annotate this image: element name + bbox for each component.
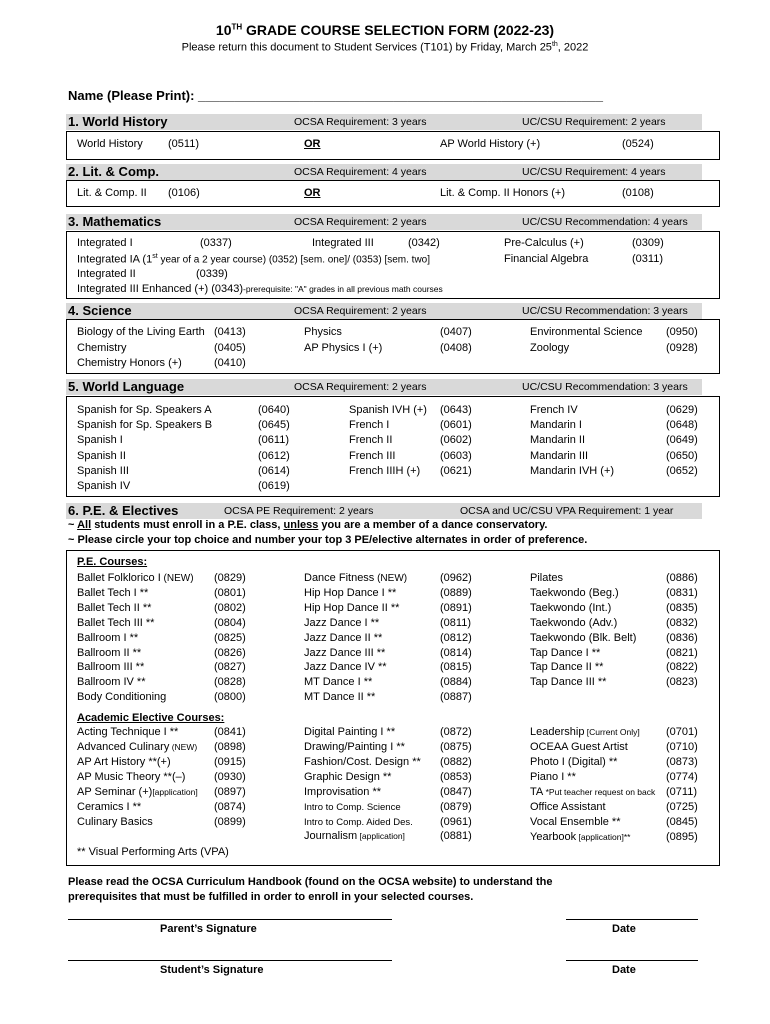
course-code: (0815) (440, 661, 472, 674)
course-code: (0652) (666, 464, 698, 477)
section-1-title: 1. World History (68, 114, 168, 129)
course-option[interactable]: Spanish IV (77, 480, 131, 492)
section-6-title: 6. P.E. & Electives (68, 503, 179, 518)
course-option[interactable]: Zoology (530, 341, 570, 354)
course-code: (0879) (440, 801, 472, 813)
course-option[interactable]: Lit. & Comp. II (77, 187, 147, 199)
course-option[interactable]: Mandarin III (530, 449, 589, 462)
course-option[interactable]: MT Dance I ** (304, 676, 373, 689)
course-code: (0886) (666, 572, 698, 584)
course-code: (0841) (214, 726, 246, 738)
course-option[interactable]: Integrated IA (1st year of a 2 year course) (0352) [sem. one]/ (0353) [sem. two] (77, 253, 431, 266)
course-option[interactable]: Body Conditioning (77, 691, 167, 704)
student-date-line[interactable] (566, 960, 698, 961)
course-option[interactable]: Jazz Dance II ** (304, 631, 383, 644)
course-code: (0611) (258, 434, 289, 447)
course-code: (0821) (666, 646, 698, 659)
section-3-ocsa-req: OCSA Requirement: 2 years (294, 216, 427, 228)
parent-date-label: Date (612, 923, 636, 935)
name-field[interactable]: Name (Please Print): ________________________________________________________ (68, 88, 603, 103)
parent-date-line[interactable] (566, 919, 698, 920)
course-option[interactable]: Integrated III Enhanced (+) (0343)-prerequisite: "A" grades in all previous math courses (77, 283, 443, 295)
course-option[interactable]: TA *Put teacher request on back (530, 786, 656, 798)
section-2-title: 2. Lit. & Comp. (68, 164, 159, 179)
course-code: (0339) (196, 268, 228, 280)
course-code: (0874) (214, 801, 246, 813)
course-code: (0802) (214, 601, 246, 614)
course-code: (0811) (440, 616, 471, 629)
course-code: (0897) (214, 786, 246, 798)
course-code: (0930) (214, 771, 246, 783)
course-code: (0725) (666, 801, 698, 813)
section-4-ocsa-req: OCSA Requirement: 2 years (294, 305, 427, 317)
course-option[interactable]: Spanish for Sp. Speakers B (77, 419, 213, 432)
course-code: (0800) (214, 691, 246, 704)
pe-instruction: ~ All students must enroll in a P.E. class, unless you are a member of a dance conservatory. (68, 519, 548, 531)
course-option[interactable]: Advanced Culinary (NEW) (77, 741, 198, 753)
course-option[interactable]: Taekwondo (Beg.) (530, 586, 619, 599)
course-code: (0511) (168, 138, 199, 150)
course-code: (0342) (408, 237, 440, 249)
course-code: (0875) (440, 741, 472, 753)
course-code: (0828) (214, 676, 246, 689)
course-code: (0827) (214, 661, 246, 674)
course-code: (0774) (666, 771, 698, 783)
course-option[interactable]: French IV (530, 404, 578, 416)
elective-instruction: ~ Please circle your top choice and number your top 3 PE/elective alternates in order of preference. (68, 534, 588, 546)
handbook-note-line1: Please read the OCSA Curriculum Handbook (found on the OCSA website) to understand the (68, 876, 553, 888)
course-code: (0648) (666, 419, 698, 432)
course-code: (0845) (666, 816, 698, 828)
section-5-uc-req: UC/CSU Recommendation: 3 years (522, 381, 688, 393)
course-code: (0891) (440, 601, 472, 614)
course-code: (0337) (200, 237, 232, 249)
course-code: (0801) (214, 586, 246, 599)
course-code: (0602) (440, 434, 472, 447)
pe-courses-heading: P.E. Courses: (77, 556, 148, 568)
course-option[interactable]: Digital Painting I ** (304, 726, 396, 738)
course-option[interactable]: Mandarin II (530, 434, 586, 447)
course-code: (0405) (214, 341, 246, 354)
course-code: (0311) (632, 253, 663, 265)
course-option[interactable]: Tap Dance II ** (530, 661, 604, 674)
course-option[interactable]: Integrated III (312, 237, 374, 249)
course-code: (0701) (666, 726, 698, 738)
course-option[interactable]: Lit. & Comp. II Honors (+) (440, 187, 566, 199)
course-code: (0961) (440, 816, 472, 828)
course-option[interactable]: Spanish I (77, 434, 123, 447)
course-code: (0408) (440, 341, 472, 354)
course-option[interactable]: Jazz Dance III ** (304, 646, 386, 659)
course-code: (0887) (440, 691, 472, 704)
course-option[interactable]: Ballroom IV ** (77, 676, 146, 689)
course-code: (0629) (666, 404, 698, 416)
course-option[interactable]: Hip Hop Dance II ** (304, 601, 400, 614)
handbook-note-line2: prerequisites that must be fulfilled in order to enroll in your selected courses. (68, 891, 474, 903)
course-option[interactable]: Ballroom III ** (77, 661, 145, 674)
course-option[interactable]: Culinary Basics (77, 816, 153, 828)
course-code: (0928) (666, 341, 698, 354)
course-option[interactable]: French III (349, 449, 396, 462)
course-option[interactable]: Office Assistant (530, 801, 606, 813)
course-code: (0836) (666, 631, 698, 644)
course-option[interactable]: Ballet Tech II ** (77, 601, 152, 614)
course-option[interactable]: Piano I ** (530, 771, 576, 783)
course-code: (0822) (666, 661, 698, 674)
course-code: (0814) (440, 646, 472, 659)
section-1-ocsa-req: OCSA Requirement: 3 years (294, 116, 427, 128)
course-code: (0640) (258, 404, 290, 416)
or-label: OR (304, 138, 321, 150)
course-code: (0825) (214, 631, 246, 644)
course-code: (0832) (666, 616, 698, 629)
student-signature-line[interactable] (68, 960, 392, 961)
course-code: (0804) (214, 616, 246, 629)
course-option[interactable]: Photo I (Digital) ** (530, 756, 618, 768)
course-code: (0407) (440, 326, 472, 338)
course-code: (0873) (666, 756, 698, 768)
course-code: (0601) (440, 419, 472, 432)
course-option[interactable]: AP Seminar (+)[application] (77, 786, 198, 798)
course-code: (0884) (440, 676, 472, 689)
course-option[interactable]: Taekwondo (Int.) (530, 601, 612, 614)
course-option[interactable]: Ceramics I ** (77, 801, 142, 813)
course-option[interactable]: Dance Fitness (NEW) (304, 572, 408, 584)
course-option[interactable]: Spanish II (77, 449, 126, 462)
course-code: (0881) (440, 830, 472, 842)
course-option[interactable]: Hip Hop Dance I ** (304, 586, 397, 599)
course-option[interactable]: MT Dance II ** (304, 691, 376, 704)
course-option[interactable]: OCEAA Guest Artist (530, 741, 628, 753)
course-option[interactable]: Taekwondo (Adv.) (530, 616, 618, 629)
section-2-uc-req: UC/CSU Requirement: 4 years (522, 166, 666, 178)
section-6-ocsa-req: OCSA PE Requirement: 2 years (224, 505, 374, 517)
course-code: (0812) (440, 631, 472, 644)
section-5-title: 5. World Language (68, 379, 185, 394)
course-code: (0829) (214, 572, 246, 584)
course-code: (0650) (666, 449, 698, 462)
course-option[interactable]: Spanish IVH (+) (349, 404, 427, 416)
course-code: (0823) (666, 676, 698, 689)
course-option[interactable]: Leadership [Current Only] (530, 726, 640, 738)
course-option[interactable]: Environmental Science (530, 326, 643, 338)
course-code: (0898) (214, 741, 246, 753)
course-option[interactable]: French II (349, 434, 393, 447)
course-code: (0710) (666, 741, 698, 753)
course-option[interactable]: Fashion/Cost. Design ** (304, 756, 421, 768)
course-code: (0872) (440, 726, 472, 738)
section-4-uc-req: UC/CSU Recommendation: 3 years (522, 305, 688, 317)
course-code: (0835) (666, 601, 698, 614)
course-code: (0410) (214, 357, 246, 369)
course-code: (0831) (666, 586, 698, 599)
course-code: (0614) (258, 464, 290, 477)
course-option[interactable]: Pilates (530, 572, 564, 584)
course-option[interactable]: Physics (304, 326, 342, 338)
course-code: (0413) (214, 326, 246, 338)
course-option[interactable]: Journalism [application] (304, 830, 405, 842)
course-option[interactable]: Drawing/Painting I ** (304, 741, 405, 753)
course-option[interactable]: Taekwondo (Blk. Belt) (530, 631, 637, 644)
course-option[interactable]: Jazz Dance IV ** (304, 661, 387, 674)
course-code: (0950) (666, 326, 698, 338)
course-option[interactable]: Intro to Comp. Aided Des. (304, 817, 413, 828)
course-option[interactable]: Acting Technique I ** (77, 726, 179, 738)
course-code: (0108) (622, 187, 654, 199)
student-signature-label: Student’s Signature (160, 964, 264, 976)
course-code: (0643) (440, 404, 472, 416)
course-code: (0853) (440, 771, 472, 783)
course-option[interactable]: Ballet Tech I ** (77, 586, 149, 599)
course-code: (0847) (440, 786, 472, 798)
course-option[interactable]: Spanish for Sp. Speakers A (77, 404, 212, 416)
course-option[interactable]: Ballroom I ** (77, 631, 139, 644)
parent-signature-label: Parent’s Signature (160, 923, 257, 935)
course-code: (0882) (440, 756, 472, 768)
course-code: (0524) (622, 138, 654, 150)
course-code: (0915) (214, 756, 246, 768)
parent-signature-line[interactable] (68, 919, 392, 920)
course-option[interactable]: AP Art History **(+) (77, 756, 171, 768)
course-option[interactable]: Intro to Comp. Science (304, 802, 401, 813)
course-option[interactable]: Tap Dance I ** (530, 646, 601, 659)
course-option[interactable]: Vocal Ensemble ** (530, 816, 621, 828)
or-label: OR (304, 187, 321, 199)
course-option[interactable]: Ballet Folklorico I (NEW) (77, 572, 194, 584)
course-option[interactable]: Ballet Tech III ** (77, 616, 155, 629)
course-option[interactable]: Integrated I (77, 237, 133, 249)
course-option[interactable]: AP World History (+) (440, 138, 541, 150)
course-option[interactable]: French I (349, 419, 390, 432)
course-code: (0899) (214, 816, 246, 828)
section-5-ocsa-req: OCSA Requirement: 2 years (294, 381, 427, 393)
course-code: (0649) (666, 434, 698, 447)
course-option[interactable]: AP Music Theory **(–) (77, 771, 186, 783)
course-code: (0106) (168, 187, 200, 199)
course-option[interactable]: Financial Algebra (504, 253, 589, 265)
course-code: (0711) (666, 786, 697, 798)
course-code: (0621) (440, 464, 472, 477)
course-option[interactable]: Graphic Design ** (304, 771, 392, 783)
page-subtitle: Please return this document to Student Services (T101) by Friday, March 25th, 2022 (181, 41, 589, 54)
course-code: (0612) (258, 449, 290, 462)
course-code: (0603) (440, 449, 472, 462)
section-3-title: 3. Mathematics (68, 214, 162, 229)
course-option[interactable]: World History (77, 138, 143, 150)
course-code: (0645) (258, 419, 290, 432)
course-option[interactable]: Improvisation ** (304, 786, 382, 798)
course-code: (0962) (440, 572, 472, 584)
section-4-title: 4. Science (68, 303, 132, 318)
course-option[interactable]: French IIIH (+) (349, 464, 421, 477)
course-code: (0309) (632, 237, 664, 249)
section-2-ocsa-req: OCSA Requirement: 4 years (294, 166, 427, 178)
vpa-note: ** Visual Performing Arts (VPA) (77, 846, 229, 858)
course-option[interactable]: Tap Dance III ** (530, 676, 607, 689)
course-code: (0619) (258, 480, 290, 492)
course-option[interactable]: Ballroom II ** (77, 646, 142, 659)
section-6-vpa-req: OCSA and UC/CSU VPA Requirement: 1 year (460, 505, 674, 517)
section-1-uc-req: UC/CSU Requirement: 2 years (522, 116, 666, 128)
academic-electives-heading: Academic Elective Courses: (77, 712, 225, 724)
course-code: (0826) (214, 646, 246, 659)
course-option[interactable]: Mandarin IVH (+) (530, 464, 615, 477)
course-option[interactable]: Yearbook [application]** (530, 831, 631, 843)
course-code: (0889) (440, 586, 472, 599)
page-title: 10TH GRADE COURSE SELECTION FORM (2022-23) (215, 22, 555, 38)
course-option[interactable]: Pre-Calculus (+) (504, 237, 584, 249)
course-code: (0895) (666, 831, 698, 843)
course-option[interactable]: Chemistry Honors (+) (77, 357, 182, 369)
course-option[interactable]: Jazz Dance I ** (304, 616, 380, 629)
section-3-uc-req: UC/CSU Recommendation: 4 years (522, 216, 688, 228)
course-option[interactable]: Spanish III (77, 464, 129, 477)
course-option[interactable]: Mandarin I (530, 419, 582, 432)
course-option[interactable]: Integrated II (77, 268, 136, 280)
course-option[interactable]: AP Physics I (+) (304, 341, 383, 354)
student-date-label: Date (612, 964, 636, 976)
course-option[interactable]: Chemistry (77, 341, 127, 354)
course-option[interactable]: Biology of the Living Earth (77, 326, 205, 338)
